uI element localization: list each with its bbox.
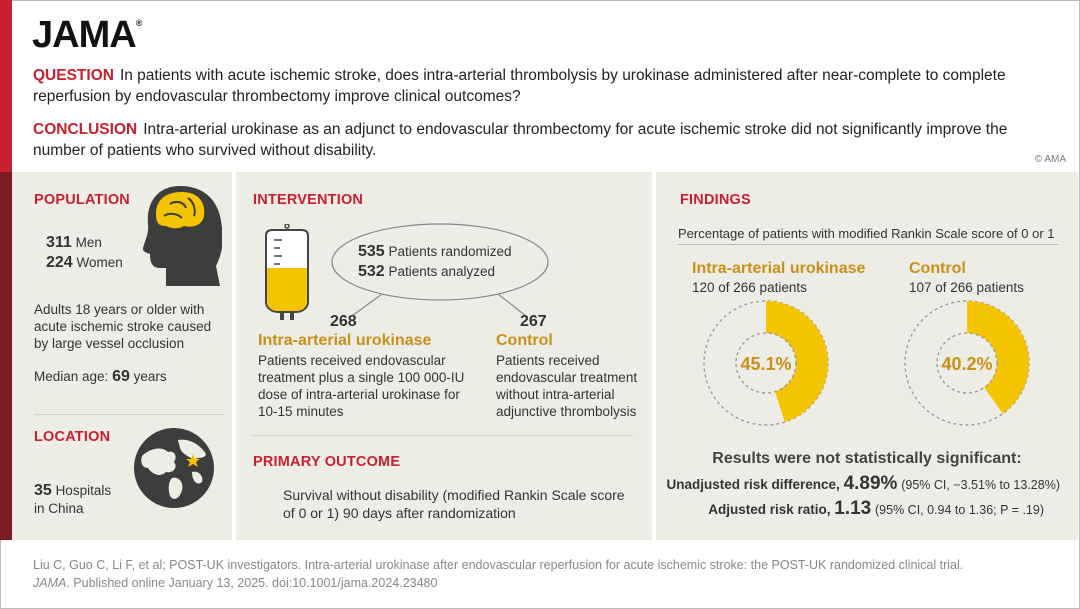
arm2-name: Control [496,332,553,349]
conclusion-text: Intra-arterial urokinase as an adjunct to endovascular thrombectomy for acute ischemic stroke did not significantly improve the number of patients who survived without disability. [33,121,1008,159]
arm2-count: 267 [520,313,547,330]
citation-journal: JAMA [33,576,67,590]
accent-bar-bottom [0,172,12,540]
arm1-description: Patients received endovascular treatment plus a single 100 000-IU dose of intra-arterial urokinase for 10-15 minutes [258,353,465,419]
location-country: in China [34,501,84,516]
findings-subtitle: Percentage of patients with modified Rankin Scale score of 0 or 1 [678,226,1055,241]
section-divider [34,414,224,415]
findings-arm1-n: 120 of 266 patients [692,280,807,295]
donut-label-urokinase: 45.1% [740,354,792,374]
accent-bar-top [0,0,12,172]
donut-urokinase [704,301,828,425]
primary-outcome-title: PRIMARY OUTCOME [253,454,401,470]
findings-title: FINDINGS [680,192,751,208]
population-women: 224 Women [46,254,123,271]
location-title: LOCATION [34,429,111,445]
jama-logo: JAMA® [32,14,142,56]
location-hospitals: 35 Hospitals [34,482,112,499]
findings-arm1-name: Intra-arterial urokinase [692,260,866,277]
question-block [33,65,1033,107]
primary-outcome-text: Survival without disability (modified Rankin Scale score of 0 or 1) 90 days after randomization [283,487,625,521]
not-significant-text: Results were not statistically significant: [712,450,1022,467]
question-label: QUESTION [33,67,114,84]
question-text: In patients with acute ischemic stroke, does intra-arterial thrombolysis by urokinase administered after near-complete to complete reperfusion by endovascular thrombectomy improve clinical outcomes? [33,67,1006,105]
citation-published: . Published online January 13, 2025. doi:10.1001/jama.2024.23480 [66,576,438,590]
findings-donut-chart [656,290,1076,440]
randomized-count: 535 Patients randomized [358,243,512,260]
head-silhouette-icon [140,182,222,290]
arm1-name: Intra-arterial urokinase [258,332,432,349]
arm2-description: Patients received endovascular treatment without intra-arterial adjunctive thrombolysis [496,353,638,419]
arm1-count: 268 [330,313,357,330]
analyzed-count: 532 Patients analyzed [358,263,496,280]
intervention-title: INTERVENTION [253,192,364,208]
donut-label-control: 40.2% [941,354,993,374]
section-divider [253,435,633,436]
citation-footer [33,556,1063,592]
population-men: 311 Men [46,234,102,251]
copyright: © AMA [1034,154,1066,165]
citation-text: Liu C, Guo C, Li F, et al; POST-UK investigators. Intra-arterial urokinase after endovascular reperfusion for acute ischemic stroke: the POST-UK randomized clinical trial. [33,558,964,572]
conclusion-label: CONCLUSION [33,121,138,138]
median-age: Median age: 69 years [34,368,167,385]
risk-difference: Unadjusted risk difference, 4.89% (95% CI, −3.51% to 13.28%) [666,473,1060,494]
findings-arm2-n: 107 of 266 patients [909,280,1024,295]
conclusion-block [33,119,1033,161]
section-divider [678,244,1058,245]
globe-icon [132,426,216,510]
risk-ratio: Adjusted risk ratio, 1.13 (95% CI, 0.94 to 1.36; P = .19) [708,498,1044,519]
population-title: POPULATION [34,192,130,208]
findings-arm2-name: Control [909,260,966,277]
iv-bag-icon [262,224,312,326]
population-description: Adults 18 years or older with acute ischemic stroke caused by large vessel occlusion [34,302,212,351]
donut-control [905,301,1029,425]
